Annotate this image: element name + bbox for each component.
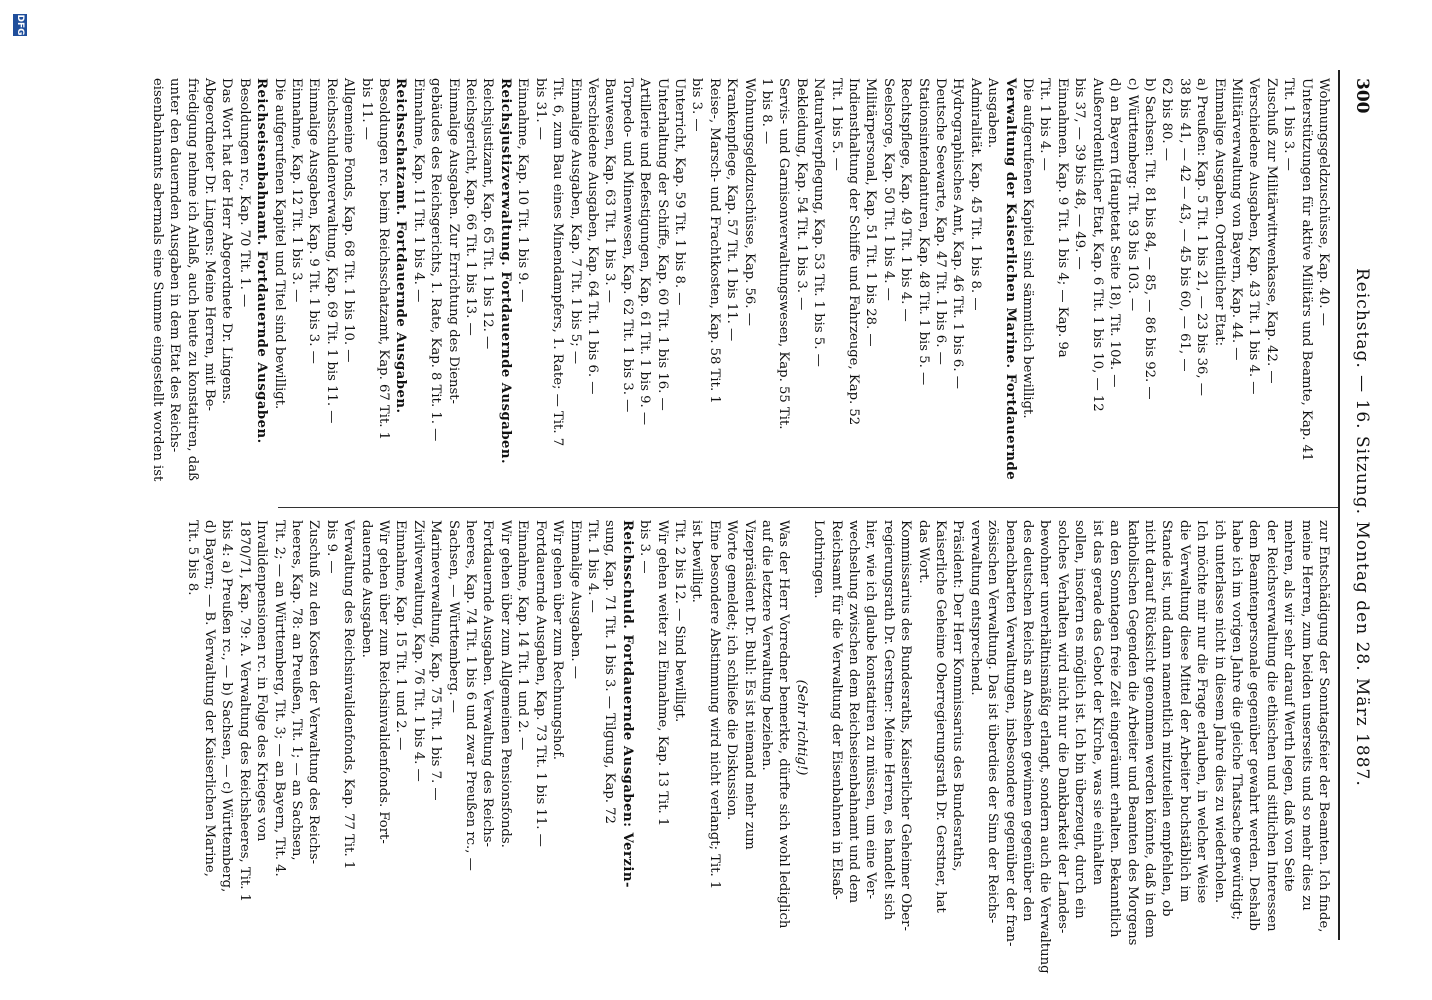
text-line: Einnahme, Kap. 15 Tit. 1 und 2. —: [393, 520, 409, 751]
left-column: [149, 78, 1332, 493]
text-line: bis 3. —: [689, 78, 705, 132]
text-line: Hydrographisches Amt, Kap. 46 Tit. 1 bis 6. —: [950, 78, 966, 389]
running-head: Reichstag. — 16. Sitzung. Montag den 28. März 1887.: [1352, 268, 1372, 787]
text-line: Einmalige Ausgaben, Kap. 7 Tit. 1 bis 5; —: [567, 78, 583, 365]
text-line: Reise-, Marsch- und Frachtkosten, Kap. 58 Tit. 1: [706, 78, 722, 404]
page-header: [1344, 78, 1374, 928]
text-line: auf die letztere Verwaltung beziehen.: [759, 520, 774, 771]
text-line: Wohnungsgeldzuschüsse, Kap. 40. —: [1316, 78, 1331, 326]
text-line: Invalidenpensionen rc. in Folge des Krieges von: [254, 520, 270, 842]
right-column: [184, 520, 1332, 974]
text-line: hier, wie ich glaube konstatiren zu müssen, um eine Ver-: [863, 520, 879, 900]
text-line: Vizepräsident Dr. Buhl: Es ist niemand mehr zum: [741, 520, 757, 850]
text-line: dauernde Ausgaben.: [358, 520, 374, 658]
text-line: Wir gehen weiter zu Einnahme, Kap. 13 Tit. 1: [654, 520, 670, 827]
text-line: 1870/71, Kap. 79: A. Verwaltung des Reichsheeres, Tit. 1: [236, 520, 252, 902]
text-line: katholischen Gegenden die Arbeiter und Beamten des Morgens: [1124, 520, 1140, 946]
text-line: Wohnungsgeldzuschüsse, Kap. 56. —: [741, 78, 757, 326]
text-line: Bekleidung, Kap. 54 Tit. 1 bis 3. —: [793, 78, 809, 311]
text-line: Tit. 1 bis 4. —: [584, 520, 600, 613]
text-line: Fortdauernde Ausgaben. Verwaltung des Reichs-: [480, 520, 496, 847]
text-line: ich unterlasse nicht in diesem Jahre dies zu wiederholen.: [1211, 520, 1227, 904]
text-line: Verwaltung der Kaiserlichen Marine. Fortdauernde: [1002, 78, 1018, 481]
text-line: bis 11. —: [358, 78, 374, 140]
text-line: Unterricht, Kap. 59 Tit. 1 bis 8. —: [671, 78, 687, 306]
text-line: Militärverwaltung von Bayern, Kap. 44. —: [1228, 78, 1244, 361]
text-line: d) Bayern; — B. Verwaltung der Kaiserlichen Marine,: [202, 520, 217, 877]
text-line: Verschiedene Ausgaben, Kap. 64 Tit. 1 bis 6. —: [584, 78, 600, 395]
text-line: Einmalige Ausgaben, Kap. 9 Tit. 1 bis 3. —: [306, 78, 322, 364]
text-line: Bauwesen, Kap. 63 Tit. 1 bis 3. —: [602, 78, 618, 303]
text-line: Verschiedene Ausgaben, Kap. 43 Tit. 1 bis 4. —: [1246, 78, 1262, 395]
text-line: Tit. 1 bis 4. —: [1037, 78, 1053, 171]
text-line: regierungsrath Dr. Gerstner: Meine Herren, es handelt sich: [880, 520, 896, 921]
page-number: 300: [1352, 78, 1372, 114]
text-line: Ich möchte mir nur die Frage erlauben, in welcher Weise: [1194, 520, 1210, 904]
text-line: Naturalverpflegung, Kap. 53 Tit. 1 bis 5. —: [811, 78, 827, 367]
text-line: Artillerie und Befestigungen, Kap. 61 Tit. 1 bis 9. —: [637, 78, 653, 426]
header-rule: [1338, 70, 1340, 940]
text-line: Präsident: Der Herr Kommissarius des Bundesraths,: [950, 520, 966, 872]
text-line: friedigung nehme ich Anlaß, auch heute zu konstatiren, daß: [184, 78, 200, 481]
text-line: verwaltung entsprechend.: [967, 520, 983, 696]
text-line: bis 3. —: [637, 520, 653, 574]
text-line: Einnahme, Kap. 12 Tit. 1 bis 3. —: [289, 78, 305, 303]
text-line: Allgemeine Fonds, Kap. 68 Tit. 1 bis 10. —: [341, 78, 357, 363]
text-line: 62 bis 80. —: [1159, 78, 1175, 161]
dfg-logo: DFG: [15, 14, 25, 36]
text-line: Wir gehen über zum Reichsinvalidenfonds. Fort-: [376, 520, 392, 844]
text-line: meine Herren, zum beiden unserseits und so mehr dies zu: [1298, 520, 1314, 911]
text-line: bis 9. —: [323, 520, 339, 574]
text-line: bis 31. —: [532, 78, 548, 140]
text-line: solches Verhalten wird nicht nur die Dankbarkeit der Landes-: [1054, 520, 1070, 934]
text-line: Reichsgericht, Kap. 66 Tit. 1 bis 13. —: [463, 78, 479, 336]
text-line: Worte gemeldet; ich schließe die Diskussion.: [724, 520, 740, 821]
text-line: Reichseisenbahnamt. Fortdauernde Ausgaben.: [254, 78, 270, 444]
text-line: Reichsschuldenverwaltung, Kap. 69 Tit. 1 bis 11. —: [323, 78, 339, 424]
text-line: des deutschen Reichs an Ansehen gewinnen gegenüber den: [1020, 520, 1036, 922]
text-line: das Wort.: [915, 520, 931, 584]
text-line: Einnahme, Kap. 10 Tit. 1 bis 9. —: [515, 78, 531, 303]
text-line: Wir gehen über zum Allgemeinen Pensionsfonds.: [497, 520, 513, 848]
text-line: Reichsschatzamt. Fortdauernde Ausgaben.: [393, 78, 409, 414]
text-line: Tit. 2; — an Württemberg, Tit. 3; — an Bayern, Tit. 4.: [271, 520, 287, 877]
text-line: Einmalige Ausgaben. Zur Errichtung des Dienst-: [445, 78, 461, 405]
text-line: unter den dauernden Ausgaben in dem Etat des Reichs-: [167, 78, 183, 453]
text-line: Reichsschuld. Fortdauernde Ausgaben: Verzin-: [619, 520, 635, 888]
footer-note: [7, 8, 27, 988]
text-line: Tit. 1 bis 5. —: [828, 78, 844, 171]
text-line: dem Beamtenpersonale gegenüber gewahrt werden. Deshalb: [1246, 520, 1262, 931]
text-line: Lothringen.: [811, 520, 827, 599]
text-line: Krankenpflege, Kap. 57 Tit. 1 bis 11. —: [724, 78, 740, 342]
text-line: Servis- und Garnisonverwaltungswesen, Kap. 55 Tit.: [776, 78, 792, 430]
text-line: benachbarten Verwaltungen, insbesondere gegenüber der fran-: [1002, 520, 1018, 947]
text-line: Deutsche Seewarte, Kap. 47 Tit. 1 bis 6. —: [933, 78, 949, 365]
text-line: der Reichsverwaltung die ethischen und sittlichen Interessen: [1263, 520, 1279, 932]
text-line: ist das gerade das Gebot der Kirche, was sie einhalten: [1089, 520, 1105, 886]
text-line: Besoldungen rc., Kap. 70 Tit. 1. —: [236, 78, 252, 308]
text-line: Einmalige Ausgaben. Ordentlicher Etat:: [1211, 78, 1227, 347]
text-line: 38 bis 41, — 42 — 43, — 45 bis 60, — 61, —: [1176, 78, 1192, 372]
text-line: Ausgaben.: [985, 78, 1001, 149]
text-line: d) an Bayern (Hauptetat Seite 18), Tit. 104. —: [1107, 78, 1123, 388]
text-line: bis 37, — 39 bis 48, — 49. —: [1072, 78, 1088, 270]
text-line: Kommissarius des Bundesraths, Kaiserlicher Geheimer Ober-: [898, 520, 914, 931]
text-line: Torpedo- und Minenwesen, Kap. 62 Tit. 1 bis 3. —: [619, 78, 635, 413]
text-line: sollen, insofern es möglich ist. Ich bin überzeugt, durch ein: [1072, 520, 1088, 919]
text-line: Reichsamt für die Verwaltung der Eisenbahnen in Elsaß-: [828, 520, 844, 900]
text-line: Wir gehen über zum Rechnungshof.: [550, 520, 566, 760]
text-line: Tit. 6, zum Bau eines Minendampfers, 1. Rate; — Tit. 7: [550, 78, 566, 447]
text-line: gebäudes des Reichsgerichts, 1. Rate, Kap. 8 Tit. 1. —: [428, 78, 444, 442]
text-line: Kaiserliche Geheime Oberregierungsrath Dr. Gerstner, hat: [933, 520, 949, 913]
text-line: Einnahme, Kap. 11 Tit. 1 bis 4. —: [410, 78, 426, 303]
text-line: Fortdauernde Ausgaben, Kap. 73 Tit. 1 bis 11. —: [532, 520, 548, 847]
text-line: eisenbahnamts abermals eine Summe eingestellt worden ist: [149, 78, 165, 482]
text-line: Stationsintendanturen, Kap. 48 Tit. 1 bis 5. —: [915, 78, 931, 386]
text-line: Zivilverwaltung, Kap. 76 Tit. 1 bis 4. —: [410, 520, 426, 782]
text-line: Admiralität. Kap. 45 Tit. 1 bis 8. —: [967, 78, 983, 311]
text-line: Einmalige Ausgaben. —: [567, 520, 583, 679]
text-line: Indiensthaltung der Schiffe und Fahrzeuge, Kap. 52: [846, 78, 862, 426]
text-line: Das Wort hat der Herr Abgeordnete Dr. Lingens.: [219, 78, 235, 404]
text-line: Sachsen, — Württemberg. —: [445, 520, 461, 713]
text-line: Unterstützungen für aktive Militärs und Beamte, Kap. 41: [1298, 78, 1314, 462]
text-line: c) Württemberg: Tit. 93 bis 103. —: [1124, 78, 1140, 312]
text-line: Reichsjustizamt, Kap. 65 Tit. 1 bis 12. —: [480, 78, 496, 350]
text-line: Zuschuß zur Militärwittwenkasse, Kap. 42. —: [1263, 78, 1279, 384]
text-line: Seelsorge, Kap. 50 Tit. 1 bis 4. —: [880, 78, 896, 301]
text-line: an den Sonntagen freie Zeit eingeräumt erhalten. Bekanntlich: [1107, 520, 1123, 938]
text-line: Eine besondere Abstimmung wird nicht verlangt; Tit. 1: [706, 520, 722, 890]
text-line: Die aufgerufenen Kapitel sind sämmtlich bewilligt.: [1020, 78, 1036, 419]
text-line: Außerordentlicher Etat, Kap. 6 Tit. 1 bis 10, — 12: [1089, 78, 1105, 412]
text-line: Marineverwaltung, Kap. 75 Tit. 1 bis 7. —: [428, 520, 444, 801]
text-line: heeres, Kap. 78: an Preußen, Tit. 1; — an Sachsen,: [289, 520, 305, 861]
text-line: Stande ist, und dann namentlich mitzuteilen empfehlen, ob: [1159, 520, 1175, 917]
text-line: Abgeordneter Dr. Lingens: Meine Herren, mit Be-: [202, 78, 217, 411]
text-line: Verwaltung des Reichsinvalidenfonds, Kap. 77 Tit. 1: [341, 520, 357, 870]
text-line: nicht darauf Rücksicht genommen werden könnte, daß in dem: [1141, 520, 1157, 939]
text-line: zur Entschädigung der Sonntagsfeier der Beamten. Ich finde,: [1316, 520, 1331, 933]
text-line: a) Preußen: Kap. 5 Tit. 1 bis 21, — 23 bis 36, —: [1194, 78, 1210, 396]
text-line: bis 4: a) Preußen rc., — b) Sachsen, — c) Württemberg,: [219, 520, 235, 893]
text-line: bewohner unverhältnismäßig erlangt, sondern auch die Verwaltung: [1037, 520, 1053, 974]
text-line: habe ich im vorigen Jahre die gleiche Thatsache gewürdigt;: [1228, 520, 1244, 921]
text-line: Rechtspflege, Kap. 49 Tit. 1 bis 4. —: [898, 78, 914, 322]
text-line: b) Sachsen: Tit. 81 bis 84, — 85, — 86 bis 92. —: [1141, 78, 1157, 400]
text-line: mehren, als wir sehr darauf Werth legen, daß von Seite: [1281, 520, 1297, 892]
text-line: Besoldungen rc. beim Reichsschatzamt, Kap. 67 Tit. 1: [376, 78, 392, 441]
text-line: Tit. 5 bis 8.: [184, 520, 200, 596]
text-line: Unterhaltung der Schiffe, Kap. 60 Tit. 1 bis 16. —: [654, 78, 670, 411]
text-line: Militärpersonal, Kap. 51 Tit. 1 bis 28. —: [863, 78, 879, 347]
text-line: Die aufgerufenen Kapitel und Titel sind bewilligt.: [271, 78, 287, 410]
text-line: Was der Herr Vorredner bemerkte, dürfte sich wohl lediglich: [776, 520, 792, 929]
text-line: zösischen Verwaltung. Das ist überdies der Sinn der Reichs-: [985, 520, 1001, 924]
text-line: die Verwaltung diese Mittel der Arbeiter buchstäblich im: [1176, 520, 1192, 903]
text-line: (Sehr richtig!): [793, 679, 809, 776]
text-line: wechselung zwischen dem Reichseisenbahnamt und dem: [846, 520, 862, 904]
text-line: sung, Kap. 71 Tit. 1 bis 3. — Tilgung, Kap. 72: [602, 520, 618, 824]
text-line: Einnahmen. Kap. 9 Tit. 1 bis 4; — Kap. 9a: [1054, 78, 1070, 358]
column-divider: [278, 507, 1338, 508]
text-line: Tit. 1 bis 3. —: [1281, 78, 1297, 171]
text-line: Tit. 2 bis 12. — Sind bewilligt.: [671, 520, 687, 723]
text-line: Einnahme, Kap. 14 Tit. 1 und 2. —: [515, 520, 531, 751]
text-line: 1 bis 8. —: [759, 78, 774, 145]
text-line: Reichsjustizverwaltung. Fortdauernde Ausgaben.: [497, 78, 513, 465]
text-line: heeres, Kap. 74 Tit. 1 bis 6 und zwar Preußen rc., —: [463, 520, 479, 871]
text-line: Zuschuß zu den Kosten der Verwaltung des Reichs-: [306, 520, 322, 865]
text-line: ist bewilligt.: [689, 520, 705, 603]
